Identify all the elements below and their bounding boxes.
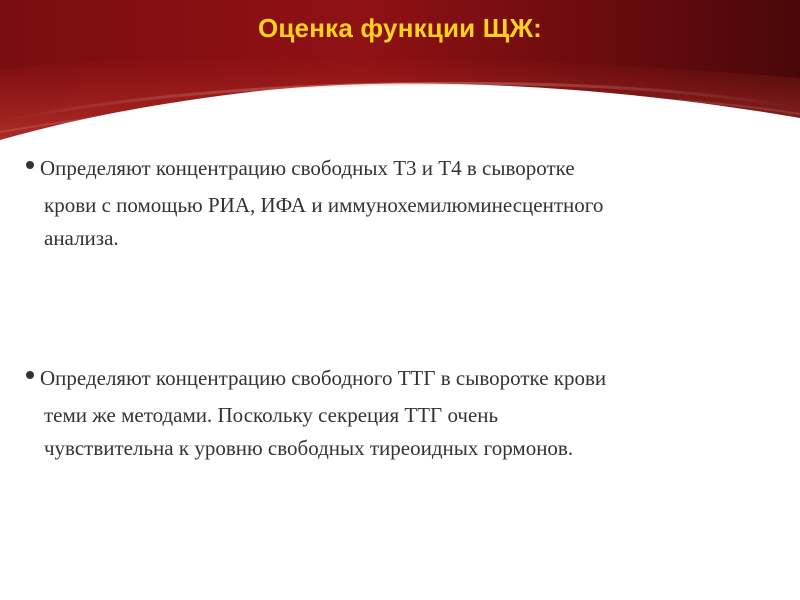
- bullet-line: Определяют концентрацию свободных Т3 и Т4 в сыворотке: [40, 156, 575, 180]
- bullet-line: Определяют концентрацию свободного ТТГ в сыворотке крови: [40, 366, 607, 390]
- bullet-dot-icon: [26, 161, 34, 169]
- bullet-line: крови с помощью РИА, ИФА и иммунохемилюминесцентного: [44, 193, 604, 217]
- bullet-list: [24, 152, 784, 465]
- bullet-dot-icon: [26, 371, 34, 379]
- bullet-line: чувствительна к уровню свободных тиреоидных гормонов.: [44, 436, 574, 460]
- bullet-line: теми же методами. Поскольку секреция ТТГ очень: [44, 403, 499, 427]
- bullet-item: [24, 362, 784, 465]
- page-title: Оценка функции ЩЖ:: [257, 13, 543, 43]
- bullet-line: анализа.: [44, 226, 119, 250]
- bullet-item: [24, 152, 784, 255]
